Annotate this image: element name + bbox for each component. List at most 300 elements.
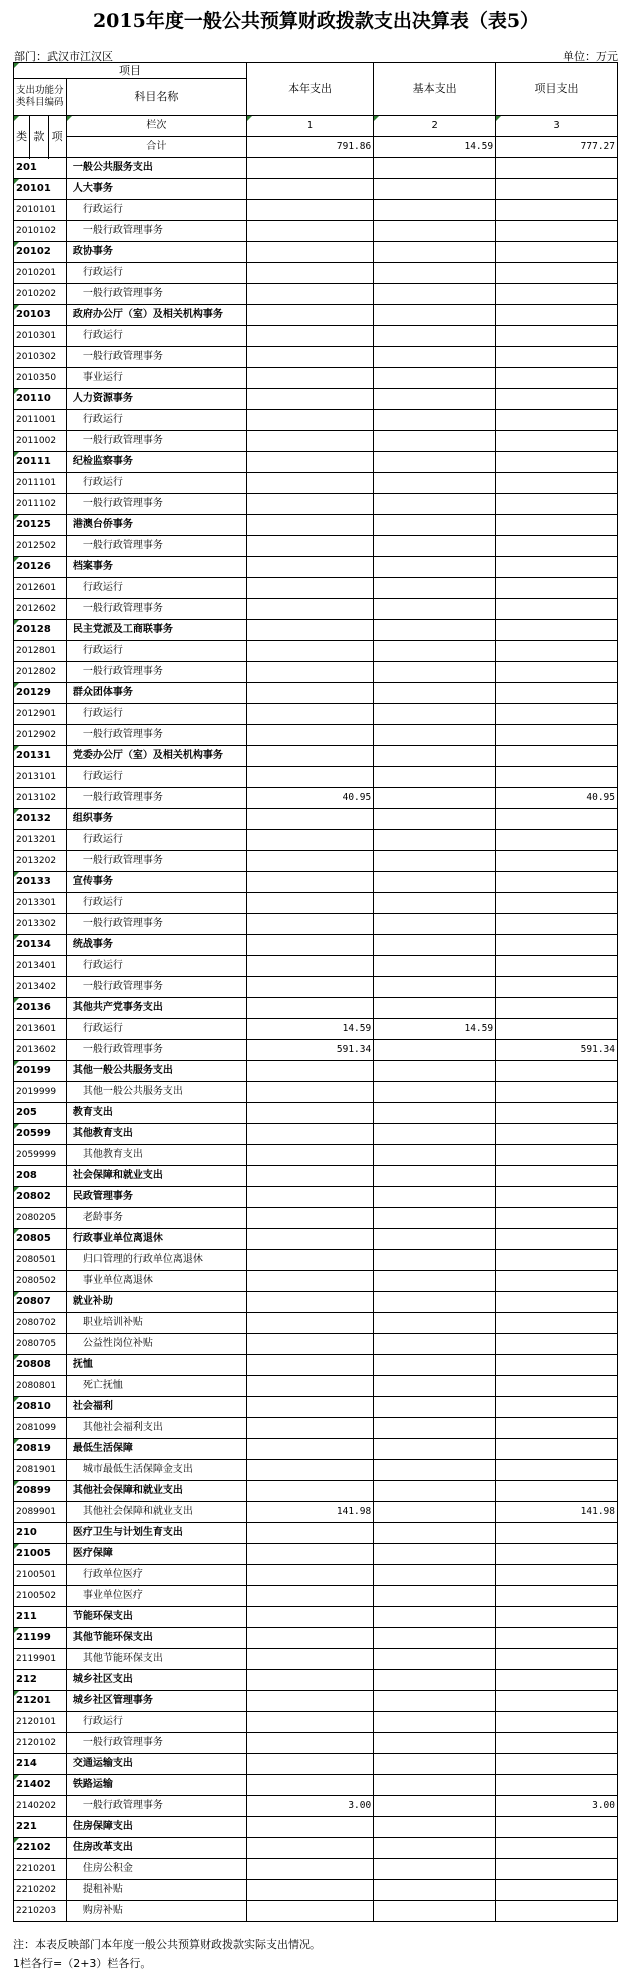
row-col3 bbox=[496, 1775, 618, 1796]
row-col1 bbox=[246, 1313, 373, 1334]
note-line-2: 1栏各行=（2+3）栏各行。 bbox=[13, 1957, 152, 1970]
row-subject-name: 港澳台侨事务 bbox=[66, 515, 246, 536]
row-col1 bbox=[246, 683, 373, 704]
row-col2 bbox=[374, 1103, 496, 1124]
row-col1 bbox=[246, 1838, 373, 1859]
table-row bbox=[14, 851, 618, 872]
row-code: 2012602 bbox=[14, 599, 67, 620]
row-subject-name: 政协事务 bbox=[66, 242, 246, 263]
row-code: 2059999 bbox=[14, 1145, 67, 1166]
row-col3 bbox=[496, 872, 618, 893]
table-row bbox=[14, 1439, 618, 1460]
row-code: 20819 bbox=[14, 1439, 67, 1460]
row-code: 201 bbox=[14, 158, 67, 179]
row-col3 bbox=[496, 998, 618, 1019]
row-subject-name: 行政运行 bbox=[66, 1712, 246, 1733]
table-row bbox=[14, 1460, 618, 1481]
row-col2 bbox=[374, 893, 496, 914]
row-col2 bbox=[374, 494, 496, 515]
row-subject-name: 民政管理事务 bbox=[66, 1187, 246, 1208]
row-subject-name: 行政事业单位离退休 bbox=[66, 1229, 246, 1250]
row-col1 bbox=[246, 746, 373, 767]
header-subject-name: 科目名称 bbox=[66, 79, 246, 116]
total-col2: 14.59 bbox=[374, 137, 496, 158]
table-row bbox=[14, 830, 618, 851]
row-col2 bbox=[374, 935, 496, 956]
total-col1: 791.86 bbox=[246, 137, 373, 158]
row-col1 bbox=[246, 1292, 373, 1313]
row-code: 2080702 bbox=[14, 1313, 67, 1334]
row-col2 bbox=[374, 956, 496, 977]
row-subject-name: 其他一般公共服务支出 bbox=[66, 1082, 246, 1103]
table-row bbox=[14, 515, 618, 536]
row-col1 bbox=[246, 704, 373, 725]
row-subject-name: 纪检监察事务 bbox=[66, 452, 246, 473]
row-code: 20899 bbox=[14, 1481, 67, 1502]
row-col3 bbox=[496, 1607, 618, 1628]
row-col2 bbox=[374, 1313, 496, 1334]
row-code: 20131 bbox=[14, 746, 67, 767]
row-col2 bbox=[374, 914, 496, 935]
table-row bbox=[14, 1292, 618, 1313]
row-subject-name: 一般行政管理事务 bbox=[66, 1040, 246, 1061]
row-col1 bbox=[246, 158, 373, 179]
row-subject-name: 医疗卫生与计划生育支出 bbox=[66, 1523, 246, 1544]
row-subject-name: 社会福利 bbox=[66, 1397, 246, 1418]
row-code: 2210201 bbox=[14, 1859, 67, 1880]
row-subject-name: 其他节能环保支出 bbox=[66, 1649, 246, 1670]
row-code: 20808 bbox=[14, 1355, 67, 1376]
row-code: 2010202 bbox=[14, 284, 67, 305]
row-subject-name: 最低生活保障 bbox=[66, 1439, 246, 1460]
table-row bbox=[14, 1019, 618, 1040]
row-col1 bbox=[246, 1334, 373, 1355]
row-col3 bbox=[496, 1061, 618, 1082]
row-col2 bbox=[374, 1124, 496, 1145]
row-col2: 14.59 bbox=[374, 1019, 496, 1040]
row-col2 bbox=[374, 1292, 496, 1313]
row-col3 bbox=[496, 578, 618, 599]
row-col3 bbox=[496, 158, 618, 179]
table-row bbox=[14, 389, 618, 410]
row-col1 bbox=[246, 1901, 373, 1922]
row-col1 bbox=[246, 1166, 373, 1187]
row-col1 bbox=[246, 893, 373, 914]
row-col2 bbox=[374, 1817, 496, 1838]
row-col3 bbox=[496, 368, 618, 389]
header-lei: 类 bbox=[14, 116, 30, 158]
row-col2 bbox=[374, 1712, 496, 1733]
table-row bbox=[14, 1334, 618, 1355]
row-col3 bbox=[496, 1166, 618, 1187]
header-col1: 本年支出 bbox=[246, 63, 373, 116]
row-code: 2013102 bbox=[14, 788, 67, 809]
row-col3 bbox=[496, 410, 618, 431]
row-col1 bbox=[246, 326, 373, 347]
row-code: 212 bbox=[14, 1670, 67, 1691]
table-row bbox=[14, 746, 618, 767]
row-code: 2080205 bbox=[14, 1208, 67, 1229]
row-subject-name: 一般行政管理事务 bbox=[66, 662, 246, 683]
row-col1 bbox=[246, 662, 373, 683]
row-col2 bbox=[374, 557, 496, 578]
row-code: 211 bbox=[14, 1607, 67, 1628]
row-col1 bbox=[246, 1187, 373, 1208]
row-col1 bbox=[246, 494, 373, 515]
row-subject-name: 住房改革支出 bbox=[66, 1838, 246, 1859]
row-col1 bbox=[246, 1481, 373, 1502]
row-subject-name: 其他共产党事务支出 bbox=[66, 998, 246, 1019]
row-subject-name: 死亡抚恤 bbox=[66, 1376, 246, 1397]
row-col2 bbox=[374, 1040, 496, 1061]
table-row bbox=[14, 410, 618, 431]
row-col3 bbox=[496, 1124, 618, 1145]
row-subject-name: 抚恤 bbox=[66, 1355, 246, 1376]
row-col1 bbox=[246, 1691, 373, 1712]
row-subject-name: 其他教育支出 bbox=[66, 1124, 246, 1145]
row-col3: 141.98 bbox=[496, 1502, 618, 1523]
row-col2 bbox=[374, 851, 496, 872]
row-col3 bbox=[496, 452, 618, 473]
row-code: 2013202 bbox=[14, 851, 67, 872]
row-col1 bbox=[246, 620, 373, 641]
row-code: 2019999 bbox=[14, 1082, 67, 1103]
row-subject-name: 行政运行 bbox=[66, 830, 246, 851]
department-label: 部门：武汉市江汉区 bbox=[14, 50, 113, 63]
table-row bbox=[14, 305, 618, 326]
row-col2 bbox=[374, 347, 496, 368]
row-code: 20599 bbox=[14, 1124, 67, 1145]
row-subject-name: 党委办公厅（室）及相关机构事务 bbox=[66, 746, 246, 767]
row-subject-name: 宣传事务 bbox=[66, 872, 246, 893]
row-col2 bbox=[374, 599, 496, 620]
row-col3 bbox=[496, 1859, 618, 1880]
row-col2 bbox=[374, 1376, 496, 1397]
row-col2 bbox=[374, 1607, 496, 1628]
table-row bbox=[14, 1082, 618, 1103]
row-subject-name: 职业培训补贴 bbox=[66, 1313, 246, 1334]
row-col1: 14.59 bbox=[246, 1019, 373, 1040]
table-row bbox=[14, 221, 618, 242]
row-col1 bbox=[246, 809, 373, 830]
table-row bbox=[14, 1586, 618, 1607]
row-subject-name: 人力资源事务 bbox=[66, 389, 246, 410]
row-col2 bbox=[374, 725, 496, 746]
row-col3 bbox=[496, 599, 618, 620]
row-col3 bbox=[496, 1712, 618, 1733]
row-code: 20128 bbox=[14, 620, 67, 641]
row-col2 bbox=[374, 1418, 496, 1439]
row-subject-name: 医疗保障 bbox=[66, 1544, 246, 1565]
row-code: 20110 bbox=[14, 389, 67, 410]
row-code: 2011102 bbox=[14, 494, 67, 515]
row-code: 2100502 bbox=[14, 1586, 67, 1607]
row-code: 2140202 bbox=[14, 1796, 67, 1817]
table-row bbox=[14, 1649, 618, 1670]
row-col2 bbox=[374, 200, 496, 221]
row-col1 bbox=[246, 1523, 373, 1544]
row-subject-name: 其他社会保障和就业支出 bbox=[66, 1502, 246, 1523]
header-lanci: 栏次 bbox=[66, 116, 246, 137]
row-col3 bbox=[496, 242, 618, 263]
row-col3 bbox=[496, 1271, 618, 1292]
row-col2 bbox=[374, 1586, 496, 1607]
row-col1 bbox=[246, 305, 373, 326]
row-col3 bbox=[496, 1460, 618, 1481]
row-col1 bbox=[246, 1082, 373, 1103]
row-col3 bbox=[496, 473, 618, 494]
row-col3 bbox=[496, 1586, 618, 1607]
table-row bbox=[14, 494, 618, 515]
row-subject-name: 一般公共服务支出 bbox=[66, 158, 246, 179]
row-col2 bbox=[374, 704, 496, 725]
row-col2 bbox=[374, 1250, 496, 1271]
row-col1 bbox=[246, 1124, 373, 1145]
row-col1 bbox=[246, 1880, 373, 1901]
row-col2 bbox=[374, 662, 496, 683]
table-row bbox=[14, 536, 618, 557]
row-subject-name: 一般行政管理事务 bbox=[66, 284, 246, 305]
row-col1 bbox=[246, 1208, 373, 1229]
row-col3 bbox=[496, 662, 618, 683]
table-row bbox=[14, 1880, 618, 1901]
row-subject-name: 统战事务 bbox=[66, 935, 246, 956]
row-col3 bbox=[496, 1292, 618, 1313]
table-row bbox=[14, 935, 618, 956]
row-subject-name: 节能环保支出 bbox=[66, 1607, 246, 1628]
table-row bbox=[14, 914, 618, 935]
row-col2 bbox=[374, 1733, 496, 1754]
row-col2 bbox=[374, 263, 496, 284]
table-row bbox=[14, 284, 618, 305]
row-col3: 3.00 bbox=[496, 1796, 618, 1817]
table-row bbox=[14, 620, 618, 641]
row-subject-name: 一般行政管理事务 bbox=[66, 494, 246, 515]
row-col3 bbox=[496, 977, 618, 998]
row-subject-name: 行政运行 bbox=[66, 473, 246, 494]
row-code: 20129 bbox=[14, 683, 67, 704]
row-code: 2012901 bbox=[14, 704, 67, 725]
row-col1 bbox=[246, 1145, 373, 1166]
row-col1 bbox=[246, 284, 373, 305]
row-col1 bbox=[246, 956, 373, 977]
table-row bbox=[14, 1859, 618, 1880]
row-col2 bbox=[374, 1439, 496, 1460]
row-col1: 3.00 bbox=[246, 1796, 373, 1817]
table-row bbox=[14, 557, 618, 578]
row-subject-name: 一般行政管理事务 bbox=[66, 221, 246, 242]
row-col2 bbox=[374, 1649, 496, 1670]
table-row bbox=[14, 977, 618, 998]
row-col2 bbox=[374, 389, 496, 410]
row-code: 2010102 bbox=[14, 221, 67, 242]
row-col1 bbox=[246, 1586, 373, 1607]
row-col1 bbox=[246, 1670, 373, 1691]
row-subject-name: 行政运行 bbox=[66, 893, 246, 914]
row-col3 bbox=[496, 200, 618, 221]
row-col2 bbox=[374, 1796, 496, 1817]
row-col2 bbox=[374, 1229, 496, 1250]
row-col2 bbox=[374, 1565, 496, 1586]
row-code: 2081099 bbox=[14, 1418, 67, 1439]
table-row bbox=[14, 1838, 618, 1859]
row-code: 21402 bbox=[14, 1775, 67, 1796]
row-col2 bbox=[374, 1859, 496, 1880]
row-col3 bbox=[496, 1691, 618, 1712]
row-code: 20126 bbox=[14, 557, 67, 578]
header-col3: 项目支出 bbox=[496, 63, 618, 116]
row-col3 bbox=[496, 1187, 618, 1208]
row-subject-name: 一般行政管理事务 bbox=[66, 1796, 246, 1817]
row-code: 2010350 bbox=[14, 368, 67, 389]
row-code: 22102 bbox=[14, 1838, 67, 1859]
row-col1 bbox=[246, 1712, 373, 1733]
table-row bbox=[14, 473, 618, 494]
row-code: 214 bbox=[14, 1754, 67, 1775]
row-subject-name: 事业运行 bbox=[66, 368, 246, 389]
row-col1 bbox=[246, 1460, 373, 1481]
table-row bbox=[14, 431, 618, 452]
row-col1 bbox=[246, 767, 373, 788]
table-row bbox=[14, 1775, 618, 1796]
row-col1 bbox=[246, 1607, 373, 1628]
row-code: 2013201 bbox=[14, 830, 67, 851]
row-code: 2210202 bbox=[14, 1880, 67, 1901]
row-col1 bbox=[246, 851, 373, 872]
row-subject-name: 行政运行 bbox=[66, 578, 246, 599]
row-code: 2013601 bbox=[14, 1019, 67, 1040]
row-col3 bbox=[496, 494, 618, 515]
table-row bbox=[14, 788, 618, 809]
row-col3: 591.34 bbox=[496, 1040, 618, 1061]
row-col2 bbox=[374, 1670, 496, 1691]
row-col3 bbox=[496, 767, 618, 788]
row-col3 bbox=[496, 935, 618, 956]
row-col1 bbox=[246, 242, 373, 263]
row-col1 bbox=[246, 1565, 373, 1586]
row-col3 bbox=[496, 1628, 618, 1649]
row-subject-name: 教育支出 bbox=[66, 1103, 246, 1124]
row-col3 bbox=[496, 830, 618, 851]
row-subject-name: 其他节能环保支出 bbox=[66, 1628, 246, 1649]
row-code: 20802 bbox=[14, 1187, 67, 1208]
row-col1 bbox=[246, 536, 373, 557]
table-row bbox=[14, 200, 618, 221]
row-col1 bbox=[246, 641, 373, 662]
row-subject-name: 一般行政管理事务 bbox=[66, 725, 246, 746]
page-title: 2015年度一般公共预算财政拨款支出决算表（表5） bbox=[92, 10, 540, 32]
row-col2 bbox=[374, 179, 496, 200]
table-row bbox=[14, 179, 618, 200]
row-col3 bbox=[496, 389, 618, 410]
row-col3 bbox=[496, 1208, 618, 1229]
row-col3 bbox=[496, 557, 618, 578]
row-code: 208 bbox=[14, 1166, 67, 1187]
row-col3 bbox=[496, 1880, 618, 1901]
total-col3: 777.27 bbox=[496, 137, 618, 158]
table-row bbox=[14, 326, 618, 347]
row-code: 21005 bbox=[14, 1544, 67, 1565]
row-col3 bbox=[496, 326, 618, 347]
row-col3 bbox=[496, 1103, 618, 1124]
row-col2 bbox=[374, 284, 496, 305]
row-col1 bbox=[246, 1418, 373, 1439]
row-code: 20807 bbox=[14, 1292, 67, 1313]
row-subject-name: 住房公积金 bbox=[66, 1859, 246, 1880]
row-col1 bbox=[246, 452, 373, 473]
row-col1 bbox=[246, 599, 373, 620]
row-subject-name: 一般行政管理事务 bbox=[66, 1733, 246, 1754]
row-col1 bbox=[246, 431, 373, 452]
table-row bbox=[14, 263, 618, 284]
row-code: 2120102 bbox=[14, 1733, 67, 1754]
row-code: 2010201 bbox=[14, 263, 67, 284]
row-code: 20102 bbox=[14, 242, 67, 263]
row-col2 bbox=[374, 536, 496, 557]
row-col3 bbox=[496, 1481, 618, 1502]
row-col3 bbox=[496, 1439, 618, 1460]
row-subject-name: 住房保障支出 bbox=[66, 1817, 246, 1838]
row-col3 bbox=[496, 1145, 618, 1166]
row-col3 bbox=[496, 641, 618, 662]
row-col2 bbox=[374, 1334, 496, 1355]
row-col1 bbox=[246, 914, 373, 935]
row-col3 bbox=[496, 1817, 618, 1838]
row-col3 bbox=[496, 263, 618, 284]
row-col1 bbox=[246, 557, 373, 578]
row-subject-name: 公益性岗位补贴 bbox=[66, 1334, 246, 1355]
row-col3 bbox=[496, 956, 618, 977]
row-code: 2013101 bbox=[14, 767, 67, 788]
row-col2 bbox=[374, 326, 496, 347]
row-subject-name: 一般行政管理事务 bbox=[66, 431, 246, 452]
table-row bbox=[14, 1061, 618, 1082]
row-subject-name: 其他社会福利支出 bbox=[66, 1418, 246, 1439]
table-row bbox=[14, 1481, 618, 1502]
row-col1: 591.34 bbox=[246, 1040, 373, 1061]
row-col3 bbox=[496, 1544, 618, 1565]
table-row bbox=[14, 347, 618, 368]
row-code: 21201 bbox=[14, 1691, 67, 1712]
row-subject-name: 一般行政管理事务 bbox=[66, 788, 246, 809]
row-col1: 40.95 bbox=[246, 788, 373, 809]
table-row bbox=[14, 1355, 618, 1376]
table-row bbox=[14, 1796, 618, 1817]
table-row bbox=[14, 1607, 618, 1628]
row-col1 bbox=[246, 872, 373, 893]
row-subject-name: 交通运输支出 bbox=[66, 1754, 246, 1775]
row-subject-name: 行政运行 bbox=[66, 200, 246, 221]
row-code: 2100501 bbox=[14, 1565, 67, 1586]
row-col2 bbox=[374, 1208, 496, 1229]
row-col1 bbox=[246, 221, 373, 242]
row-code: 221 bbox=[14, 1817, 67, 1838]
row-subject-name: 行政运行 bbox=[66, 641, 246, 662]
table-row bbox=[14, 683, 618, 704]
row-col3 bbox=[496, 305, 618, 326]
row-code: 2080502 bbox=[14, 1271, 67, 1292]
row-col3 bbox=[496, 893, 618, 914]
table-row bbox=[14, 956, 618, 977]
row-col3: 40.95 bbox=[496, 788, 618, 809]
row-code: 2081901 bbox=[14, 1460, 67, 1481]
table-row bbox=[14, 998, 618, 1019]
row-col2 bbox=[374, 1775, 496, 1796]
row-col2 bbox=[374, 1838, 496, 1859]
row-subject-name: 行政运行 bbox=[66, 767, 246, 788]
table-row bbox=[14, 1565, 618, 1586]
row-code: 2012601 bbox=[14, 578, 67, 599]
